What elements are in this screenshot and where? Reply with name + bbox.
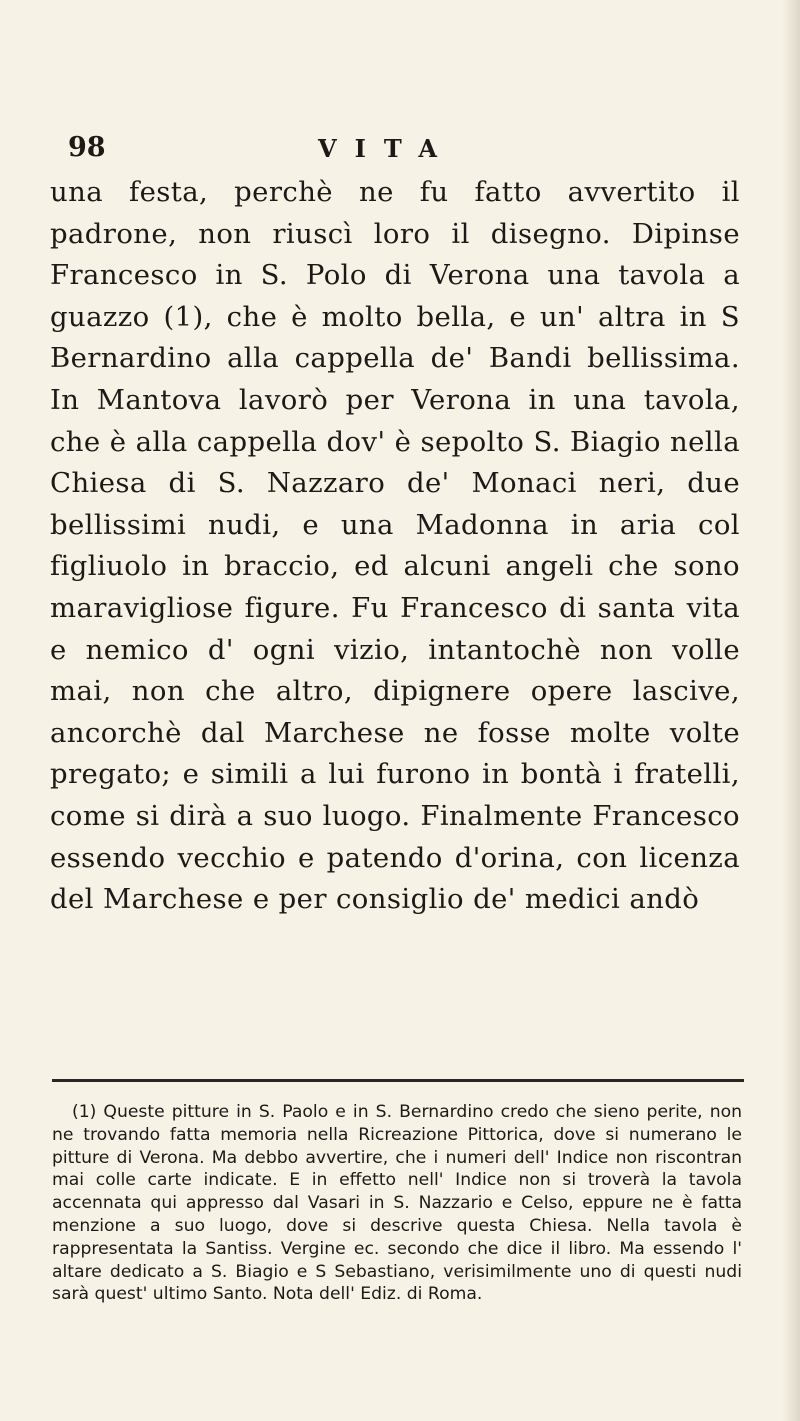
page-header bbox=[68, 132, 748, 172]
running-title: VITA bbox=[318, 134, 456, 163]
page-edge-shadow bbox=[782, 0, 800, 1421]
page-number: 98 bbox=[68, 132, 106, 163]
footnote-divider bbox=[52, 1079, 744, 1082]
footnote: (1) Queste pitture in S. Paolo e in S. Bernardino credo che sieno perite, non ne trovando fatta memoria nella Ricreazione Pittorica, dove si numerano le pitture di Verona. Ma debbo avvertire, che i numeri dell' Indice non riscontran mai colle carte indicate. E in effetto nell' Indice non si troverà la tavola accennata qui appresso dal Vasari in S. Nazzario e Celso, eppure ne è fatta menzione a suo luogo, dove si descrive questa Chiesa. Nella tavola è rappresentata la Santiss. Vergine ec. secondo che dice il libro. Ma essendo l' altare dedicato a S. Biagio e S Sebastiano, verisimilmente uno di questi nudi sarà quest' ultimo Santo. Nota dell' Ediz. di Roma. bbox=[52, 1102, 742, 1305]
body-text: una festa, perchè ne fu fatto avvertito il padrone, non riuscì loro il disegno. Dipinse Francesco in S. Polo di Verona una tavola a guazzo (1), che è molto bella, e un' altra in S Bernardino alla cappella de' Bandi bellissima. In Mantova lavorò per Verona in una tavola, che è alla cappella dov' è sepolto S. Biagio nella Chiesa di S. Nazzaro de' Monaci neri, due bellissimi nudi, e una Madonna in aria col figliuolo in braccio, ed alcuni angeli che sono maravigliose figure. Fu Francesco di santa vita e nemico d' ogni vizio, intantochè non volle mai, non che altro, dipignere opere lascive, ancorchè dal Marchese ne fosse molte volte pregato; e simili a lui furono in bontà i fratelli, come si dirà a suo luogo. Finalmente Francesco essendo vecchio e patendo d'orina, con licenza del Marchese e per consiglio de' medici andò bbox=[50, 176, 740, 916]
